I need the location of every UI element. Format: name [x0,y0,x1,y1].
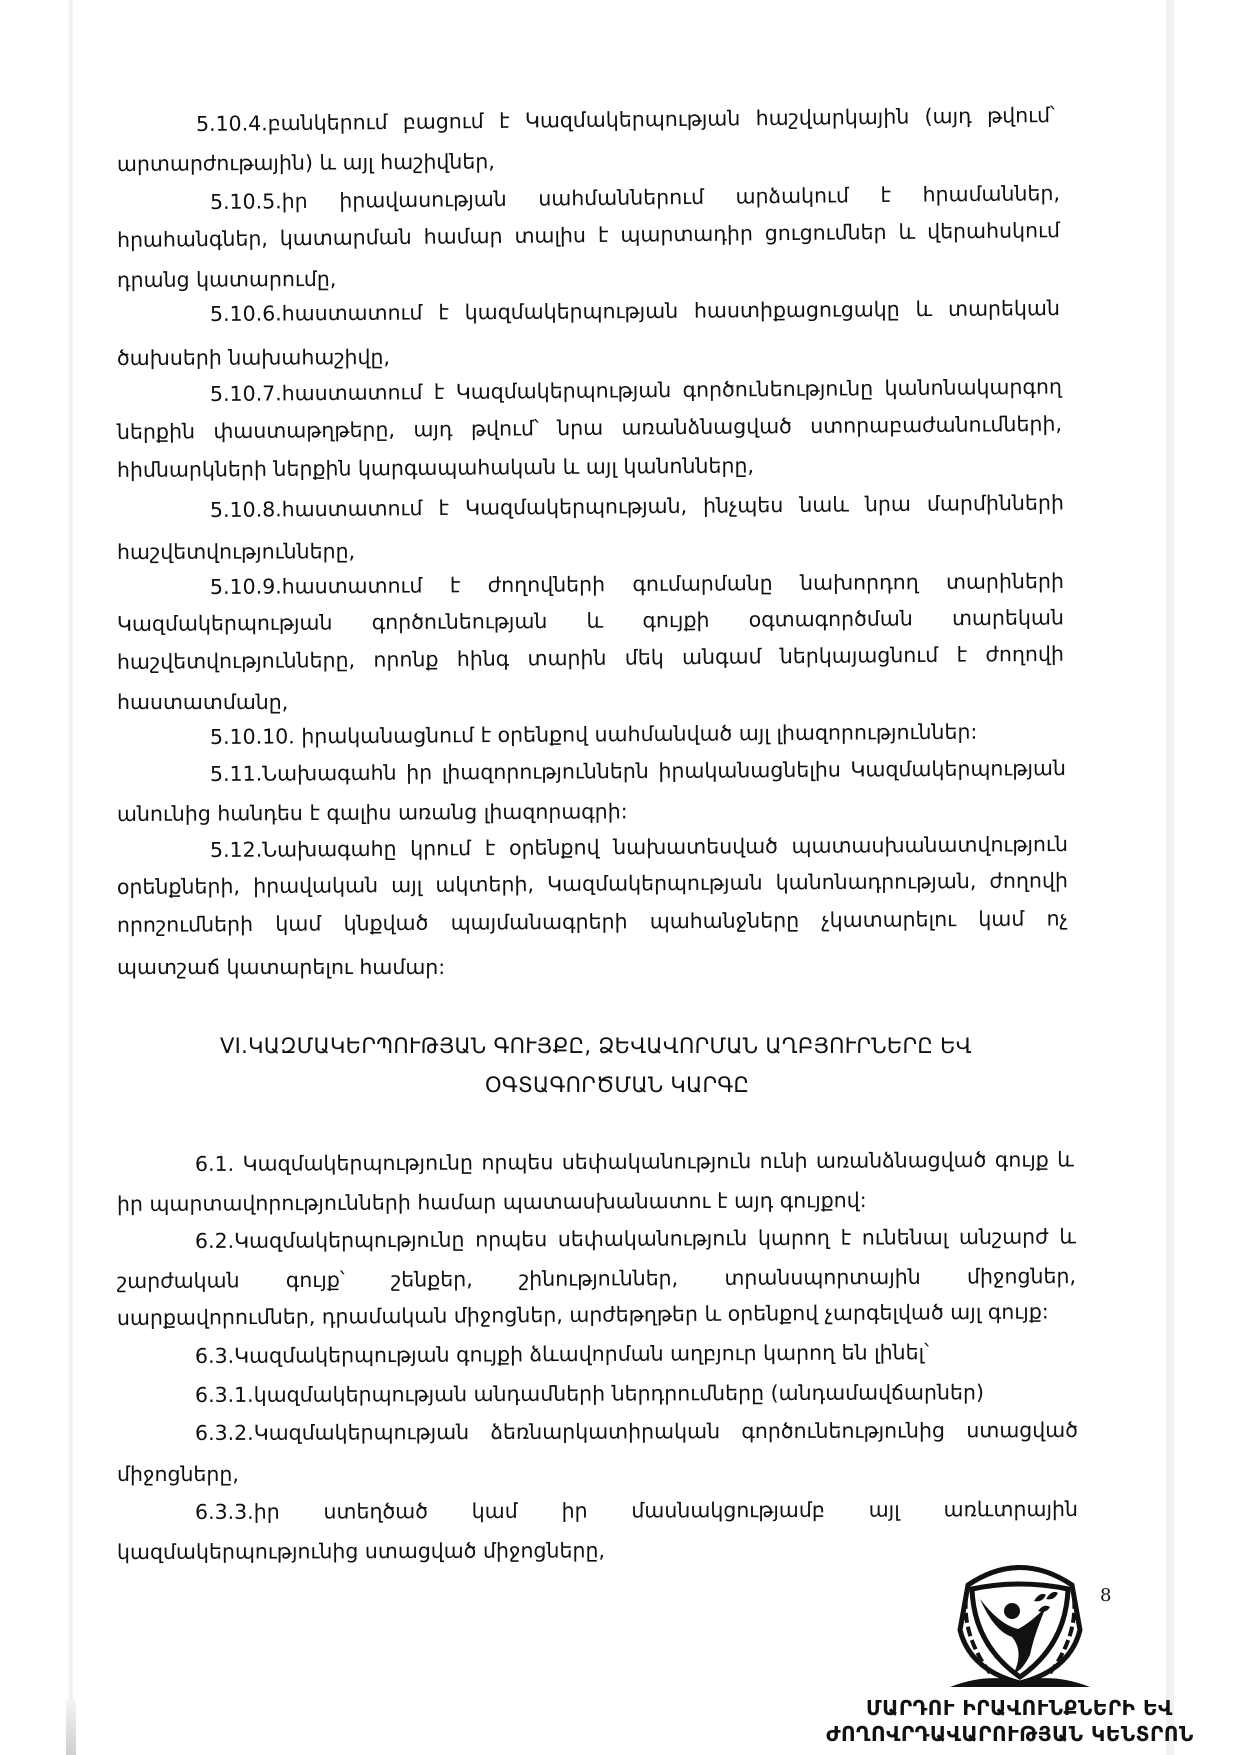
word: է [956,642,968,667]
word: գործունեությունից [741,1418,946,1444]
word: այլ [585,454,624,479]
word: նախորդող [799,570,919,595]
word: և [915,296,933,322]
word: ծախսերի [116,345,229,370]
word: գումարմանը [632,571,773,597]
word: կամ [275,911,322,936]
word: անգամ [682,644,762,670]
word: հիմնարկների [116,456,274,482]
word: 6.1. [194,1151,235,1176]
word: հինգ [456,646,510,672]
word: ստեղծած [323,1499,428,1524]
word: ունենալ [861,1225,949,1250]
word: է [433,379,445,405]
word: են [841,1340,875,1365]
word: է [438,495,450,521]
word: նրա [557,415,604,441]
word: Կազմակերպության [455,377,672,404]
word: հաշվետվությունները, [116,539,356,564]
word: օգտագործման [748,606,913,632]
word: ժողովի [989,868,1069,893]
word: թվում՝ [470,416,539,441]
word: կամ [471,1498,518,1524]
word: Կազմակերպության, [464,493,688,520]
word: 5.12.Նախագահը [209,836,397,862]
text-line [117,149,495,176]
word: սահմաններում [538,184,705,211]
word: հրահանգներ, [116,226,269,252]
word: ձեռնարկատիրական [490,1419,721,1444]
text-line [117,345,390,370]
word: ինչպես [702,492,784,518]
text-line [117,267,336,292]
word: հաշվետվությունները, [116,647,356,674]
word: հաշվարկային [755,104,910,131]
organization-name-line-2: ԺՈՂՈՎՐԴԱՎԱՐՈՒԹՅԱՆ ԿԵՆՏՐՈՆ [826,1722,1194,1746]
word: անշարժ [958,1224,1049,1249]
text-line [117,955,445,979]
word: լինել՝ [874,1340,930,1365]
text-line [196,103,1055,136]
organization-logo [950,1555,1090,1690]
word: գույքի [642,607,710,633]
word: դրամական [321,1303,454,1329]
word: առևտրային [943,1496,1079,1522]
scan-artifact-left [68,0,74,1755]
word: դրանց [116,267,197,292]
word: այլ [391,872,423,898]
word: կարող [757,1225,830,1251]
text-line [195,1380,984,1407]
text-line [117,1188,867,1216]
word: հանդես [217,800,310,826]
word: կանոնակարգող [884,374,1063,401]
text-line [117,868,1068,899]
text-line [117,412,1062,444]
word: ակտերի, [435,872,534,897]
word: իրավական [253,873,379,899]
word: իրավասության [339,186,507,213]
text-line [195,1497,1078,1524]
word: հաստիքացուցակը [693,297,900,323]
text-line [117,539,355,564]
scan-artifact-left-bottom [66,1700,76,1755]
word: օրենքով [508,835,600,860]
text-line [117,454,754,482]
word: վերահսկում [927,218,1061,244]
word: լիազորություններ: [776,719,978,746]
text-line [210,375,1062,406]
word: ժողովի [985,641,1065,667]
word: սարքավորումներ, [116,1304,322,1330]
word: պարտավորությունների [149,1190,418,1216]
text-line [210,720,977,749]
word: մեկ [624,645,664,670]
word: որպես [475,1227,548,1252]
text-line [117,605,1064,636]
word: տարին [527,645,607,671]
word: տրանսպորտային [724,1264,921,1290]
word: շարժական [116,1268,240,1293]
text-line [210,756,1066,786]
word: որոնք [373,647,439,672]
word: շինություններ, [518,1266,679,1291]
word: իրականացնում [301,723,481,749]
word: հրամաններ, [922,181,1061,207]
word: գործունեությունը [682,376,874,402]
word: Կազմակերպության [116,610,333,636]
word: ժողովների [487,572,606,598]
word: 6.3.1.կազմակերպության [194,1382,474,1407]
section-heading-line-2: ՕԳՏԱԳՈՐԾՄԱՆ ԿԱՐԳԸ [485,1073,750,1097]
word: իր [561,1498,588,1523]
word: է [498,108,510,133]
text-line [117,690,288,714]
text-line [117,642,1064,674]
word: է [480,722,498,748]
text-line [210,296,1060,326]
word: համար [417,1189,503,1215]
word: այլ [342,150,381,175]
word: է [449,573,461,598]
word: կազմակերպությունից [116,1539,365,1564]
word: միջոցներ, [966,1263,1077,1289]
text-line [117,218,1060,252]
word: արժեթղթեր [569,1301,705,1327]
word: գույք: [987,1299,1049,1324]
word: կանոնադրության, [775,869,977,895]
section-heading-line-1: VI.ԿԱԶՄԱԿԵՐՊՈՒԹՅԱՆ ԳՈՒՅՔԸ, ՁԵՎԱՎՈՐՄԱՆ ԱՂԲՅՈՒՐՆԵՐԸ ԵՎ [220,1034,972,1058]
word: ոչ [1046,906,1068,931]
word: ներդրումները [611,1380,771,1406]
text-line [210,491,1064,522]
word: միջոցներ, [453,1302,570,1328]
word: 5.10.4.բանկերում [195,109,388,136]
word: ներքին [273,456,359,481]
word: մարմինների [926,490,1064,516]
word: մասնակցությամբ [631,1497,825,1523]
word: (այդ [924,103,972,129]
text-line [117,1538,605,1564]
word: 6.2.Կազմակերպությունը [194,1227,465,1253]
word: գույքի [456,1342,530,1367]
word: գույքով: [779,1188,867,1213]
word: փաստաթղթերը, [213,417,396,444]
word: կատարելու [226,955,360,979]
word: գործունեության [371,608,548,635]
word: չարգելված [824,1300,951,1326]
word: այդ [734,1188,780,1213]
word: ներկայացնում [779,642,939,669]
word: է [438,300,449,325]
word: 5.10.7.հաստատում [209,380,423,406]
word: 5.11.Նախագահն [209,760,397,786]
word: ստորաբաժանումների, [810,411,1063,438]
word: ստացված [364,1538,484,1564]
word: է [484,836,496,861]
word: Կազմակերպության [850,756,1067,782]
word: կրում [410,836,472,861]
word: թվում՝ [986,103,1056,128]
word: կարող [763,1340,842,1366]
word: և [586,608,604,633]
word: շենքեր, [390,1267,473,1292]
word: համար: [359,955,446,979]
word: պարտադիր [620,221,754,247]
word: առանց [397,800,484,825]
word: գույք [994,1147,1049,1172]
word: ցուցումներ [764,219,887,246]
word: է [840,1225,852,1250]
word: 5.10.9.հաստատում [209,573,423,599]
word: սահմանված [594,721,739,747]
word: իր [406,760,433,785]
text-line [210,181,1060,214]
word: պատասխանատու [502,1188,718,1214]
text-line [195,1340,929,1368]
word: գալիս [326,800,399,825]
word: արձակում [735,183,850,209]
text-line [195,1418,1078,1445]
word: այլ [950,1299,988,1325]
text-line [195,1147,1074,1176]
word: միջոցները, [117,1462,239,1486]
word: 5.10.10. [209,724,302,749]
word: կատարման [279,224,412,251]
word: 5.10.8.հաստատում [209,496,423,522]
word: առանձնացված [621,414,792,440]
word: կազմակերպության [464,298,679,325]
figure-head [1004,1603,1020,1619]
word: սեփականություն [557,1226,748,1252]
word: և [1057,1147,1074,1172]
word: և [704,1301,728,1326]
word: օրենքով [727,1301,825,1326]
word: ունի [759,1148,808,1174]
word: Կազմակերպության [524,106,741,133]
word: (անդամավճարներ) [770,1380,984,1405]
word: նրա [864,491,912,517]
word: պատասխանատվություն [791,832,1069,858]
word: այլ [738,721,777,746]
word: պատշաճ [117,955,227,979]
text-line [117,799,628,826]
text-line [195,1224,1076,1253]
word: իր [116,1191,150,1216]
word: է [309,800,327,825]
word: նաև [799,492,850,517]
word: կամ [978,906,1025,931]
word: 6.3.3.իր [194,1499,280,1524]
word: հաստատմանը, [117,690,289,714]
text-line [117,1462,239,1486]
text-line [117,1299,1049,1330]
word: սեփականություն [561,1149,752,1175]
word: 5.10.5.իր [209,188,308,214]
page-number: 8 [1100,1585,1112,1606]
word: միջոցները, [482,1538,606,1563]
word: բացում [402,108,484,134]
word: տարիների [945,569,1065,594]
word: արտարժութային) [116,150,320,176]
word: կարգապահական [357,454,563,481]
word: նախատեսված [613,834,778,860]
word: առանձնացված [815,1147,987,1173]
text-line [117,1264,1076,1293]
word: այլ [868,1497,900,1522]
word: է [597,222,609,247]
word: ձևավորման [529,1341,671,1367]
word: կնքված [343,910,429,936]
word: է [716,1188,735,1213]
word: պայմանագրերի [450,909,628,935]
word: և [562,454,586,479]
word: 6.3.2.Կազմակերպության [194,1420,470,1445]
word: որոշումների [116,912,254,937]
word: տարեկան [947,296,1061,321]
word: Կազմակերպության [546,870,763,896]
word: Կազմակերպությունը [242,1150,474,1176]
word: ստացված [966,1417,1079,1443]
organization-name-line-1: ՄԱՐԴՈՒ ԻՐԱՎՈՒՆՔՆԵՐԻ ԵՎ [866,1696,1173,1720]
word: լիազորություններն [441,758,649,785]
word: է [880,182,892,207]
word: կանոնները, [623,453,755,479]
scan-artifact-right [1166,0,1174,1755]
word: պահանջները [649,908,800,934]
word: ներքին [116,419,196,444]
word: օրենքով [497,722,595,747]
word: տալիս [514,223,587,248]
word: և [1059,1224,1077,1249]
word: օրենքների, [116,874,241,899]
word: չկատարելու [821,907,957,933]
word: աղբյուր [670,1341,764,1366]
word: անունից [116,801,218,826]
word: և [898,219,916,244]
word: լիազորագրի: [483,799,628,825]
word: 6.3.Կազմակերպության [194,1342,457,1368]
word: հաշիվներ, [380,149,495,175]
text-line [210,569,1064,599]
word: որպես [481,1150,554,1175]
word: նախահաշիվը, [228,345,391,370]
word: կատարումը, [195,266,337,292]
word: տարեկան [951,605,1064,631]
text-line [117,906,1068,937]
text-line [210,832,1068,862]
word: համար [423,223,503,249]
word: և [319,150,343,175]
word: անդամների [473,1381,612,1407]
word: այդ [413,417,453,442]
word: իրականացնելիս [658,757,841,783]
word: գույք՝ [285,1267,345,1293]
word: 5.10.6.հաստատում [209,300,423,326]
